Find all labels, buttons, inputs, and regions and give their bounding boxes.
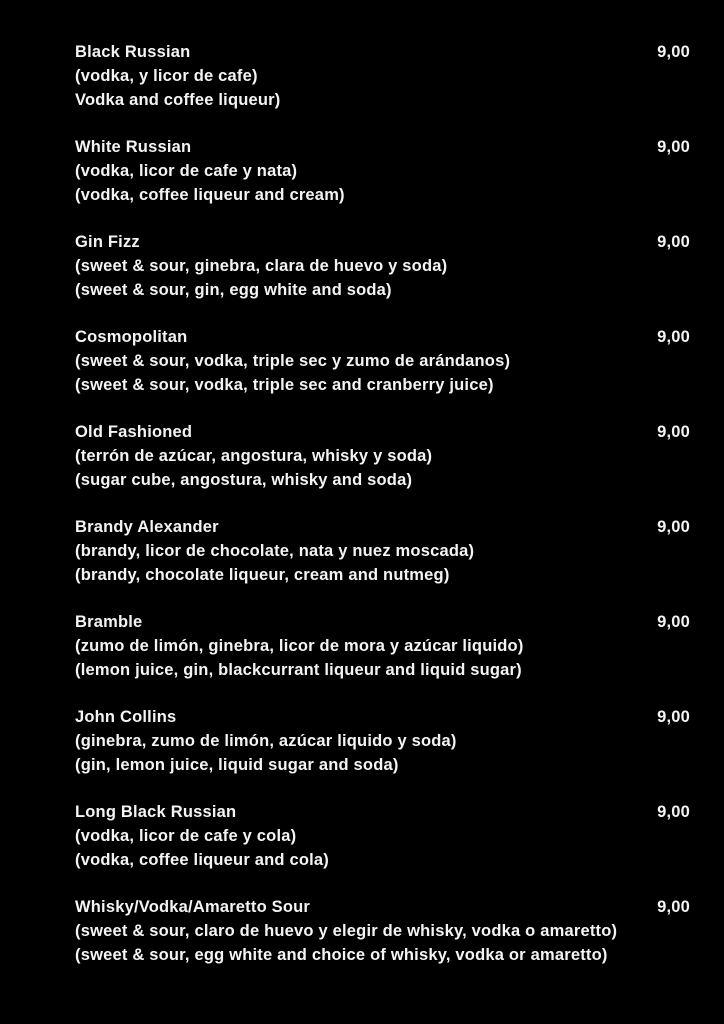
item-description-english: (brandy, chocolate liqueur, cream and nutmeg)	[75, 566, 450, 584]
item-description-spanish: (zumo de limón, ginebra, licor de mora y azúcar liquido)	[75, 637, 524, 655]
item-price: 9,00	[657, 803, 690, 821]
item-name: Long Black Russian	[75, 803, 237, 821]
item-description-english: (gin, lemon juice, liquid sugar and soda)	[75, 756, 399, 774]
item-description-spanish: (vodka, licor de cafe y nata)	[75, 162, 298, 180]
item-price: 9,00	[657, 233, 690, 251]
menu-item	[75, 895, 690, 967]
menu-item-header	[75, 420, 690, 444]
item-name: Old Fashioned	[75, 423, 193, 441]
item-description-spanish: (brandy, licor de chocolate, nata y nuez moscada)	[75, 542, 475, 560]
item-description-english: (sugar cube, angostura, whisky and soda)	[75, 471, 413, 489]
menu-item-header	[75, 515, 690, 539]
item-price: 9,00	[657, 138, 690, 156]
menu-item-header	[75, 610, 690, 634]
item-description-spanish: (sweet & sour, claro de huevo y elegir de whisky, vodka o amaretto)	[75, 922, 618, 940]
item-price: 9,00	[657, 423, 690, 441]
menu-item-header	[75, 135, 690, 159]
item-name: Whisky/Vodka/Amaretto Sour	[75, 898, 311, 916]
item-description-english: (sweet & sour, gin, egg white and soda)	[75, 281, 392, 299]
menu-item-header	[75, 230, 690, 254]
item-price: 9,00	[657, 898, 690, 916]
item-name: Black Russian	[75, 43, 191, 61]
item-description-english: (lemon juice, gin, blackcurrant liqueur and liquid sugar)	[75, 661, 522, 679]
menu-item	[75, 705, 690, 777]
item-name: John Collins	[75, 708, 177, 726]
item-description-spanish: (vodka, licor de cafe y cola)	[75, 827, 297, 845]
menu-item-header	[75, 800, 690, 824]
item-name: Brandy Alexander	[75, 518, 219, 536]
menu-item	[75, 610, 690, 682]
menu-item	[75, 325, 690, 397]
menu-item	[75, 135, 690, 207]
menu-item-header	[75, 895, 690, 919]
menu-item	[75, 40, 690, 112]
item-price: 9,00	[657, 43, 690, 61]
item-description-spanish: (sweet & sour, ginebra, clara de huevo y soda)	[75, 257, 448, 275]
menu-item-list	[75, 40, 690, 967]
item-description-spanish: (ginebra, zumo de limón, azúcar liquido y soda)	[75, 732, 457, 750]
menu-item	[75, 515, 690, 587]
item-name: Cosmopolitan	[75, 328, 188, 346]
item-description-english: (sweet & sour, vodka, triple sec and cranberry juice)	[75, 376, 494, 394]
menu-item-header	[75, 705, 690, 729]
item-price: 9,00	[657, 518, 690, 536]
item-description-english: Vodka and coffee liqueur)	[75, 91, 281, 109]
item-description-spanish: (sweet & sour, vodka, triple sec y zumo de arándanos)	[75, 352, 511, 370]
item-name: Bramble	[75, 613, 143, 631]
item-name: Gin Fizz	[75, 233, 140, 251]
item-price: 9,00	[657, 613, 690, 631]
item-price: 9,00	[657, 328, 690, 346]
menu-item-header	[75, 325, 690, 349]
menu-item	[75, 800, 690, 872]
item-description-english: (sweet & sour, egg white and choice of whisky, vodka or amaretto)	[75, 946, 608, 964]
menu-item-header	[75, 40, 690, 64]
item-name: White Russian	[75, 138, 192, 156]
item-description-spanish: (terrón de azúcar, angostura, whisky y soda)	[75, 447, 433, 465]
item-description-spanish: (vodka, y licor de cafe)	[75, 67, 258, 85]
item-description-english: (vodka, coffee liqueur and cream)	[75, 186, 345, 204]
menu-item	[75, 230, 690, 302]
item-description-english: (vodka, coffee liqueur and cola)	[75, 851, 329, 869]
item-price: 9,00	[657, 708, 690, 726]
menu-item	[75, 420, 690, 492]
